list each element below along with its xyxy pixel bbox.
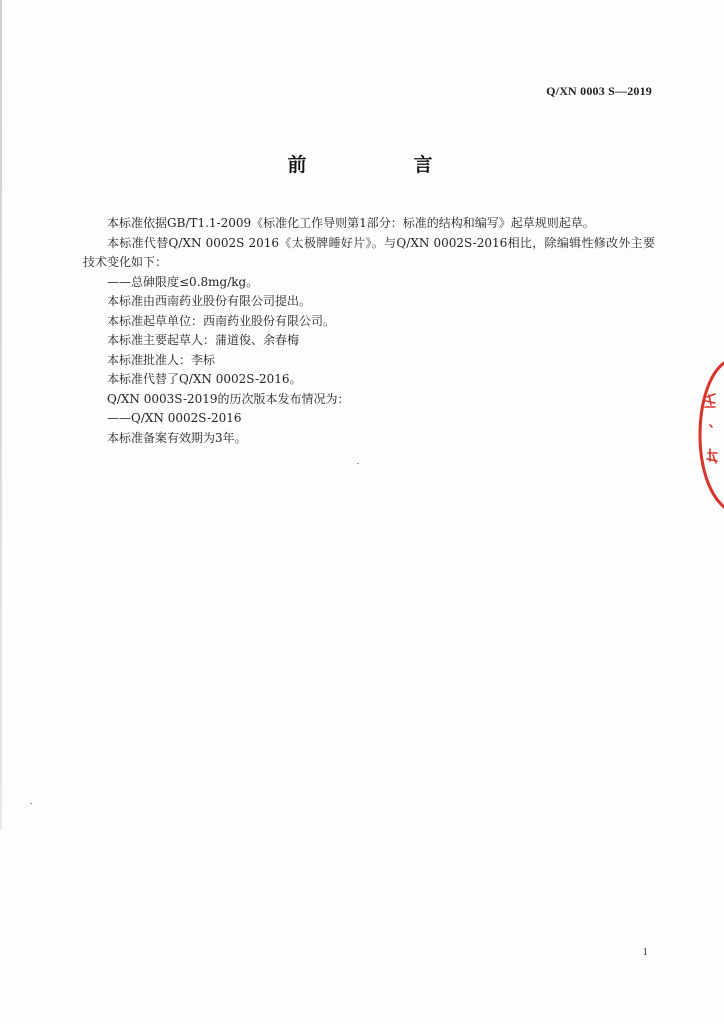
page-number: 1 [642,946,648,958]
paragraph-history-intro: Q/XN 0003S-2019的历次版本发布情况为： [107,391,350,406]
paragraph-drafting-unit: 本标准起草单位：西南药业股份有限公司。 [107,313,336,328]
page-title: 前 言 [287,154,477,176]
scan-speck [357,463,359,464]
paragraph-history-item: ——Q/XN 0002S-2016 [107,411,242,425]
standard-code: Q/XN 0003 S—2019 [546,84,652,98]
paragraph-replaces: 本标准代替了Q/XN 0002S-2016。 [107,372,302,386]
paragraph-arsenic-limit: ——总砷限度≤0.8mg/kg。 [107,274,259,289]
red-seal-stamp [694,355,724,515]
paragraph-drafters: 本标准主要起草人：蒲道俊、余春梅 [107,333,300,347]
scan-edge-shadow [0,0,2,830]
paragraph-basis: 本标准依据GB/T1.1-2009《标准化工作导则第1部分：标准的结构和编写》起草规则起草。 [107,216,595,230]
scan-speck [30,803,32,804]
paragraph-proposer: 本标准由西南药业股份有限公司提出。 [107,294,312,308]
foreword-body [83,214,655,448]
paragraph-validity: 本标准备案有效期为3年。 [107,430,247,445]
paragraph-approver: 本标准批准人：李标 [107,352,216,367]
paragraph-replacement: 本标准代替Q/XN 0002S 2016《太极牌睡好片》。与Q/XN 0002S-2016相比，除编辑性修改外主要技术变化如下： [83,235,655,269]
